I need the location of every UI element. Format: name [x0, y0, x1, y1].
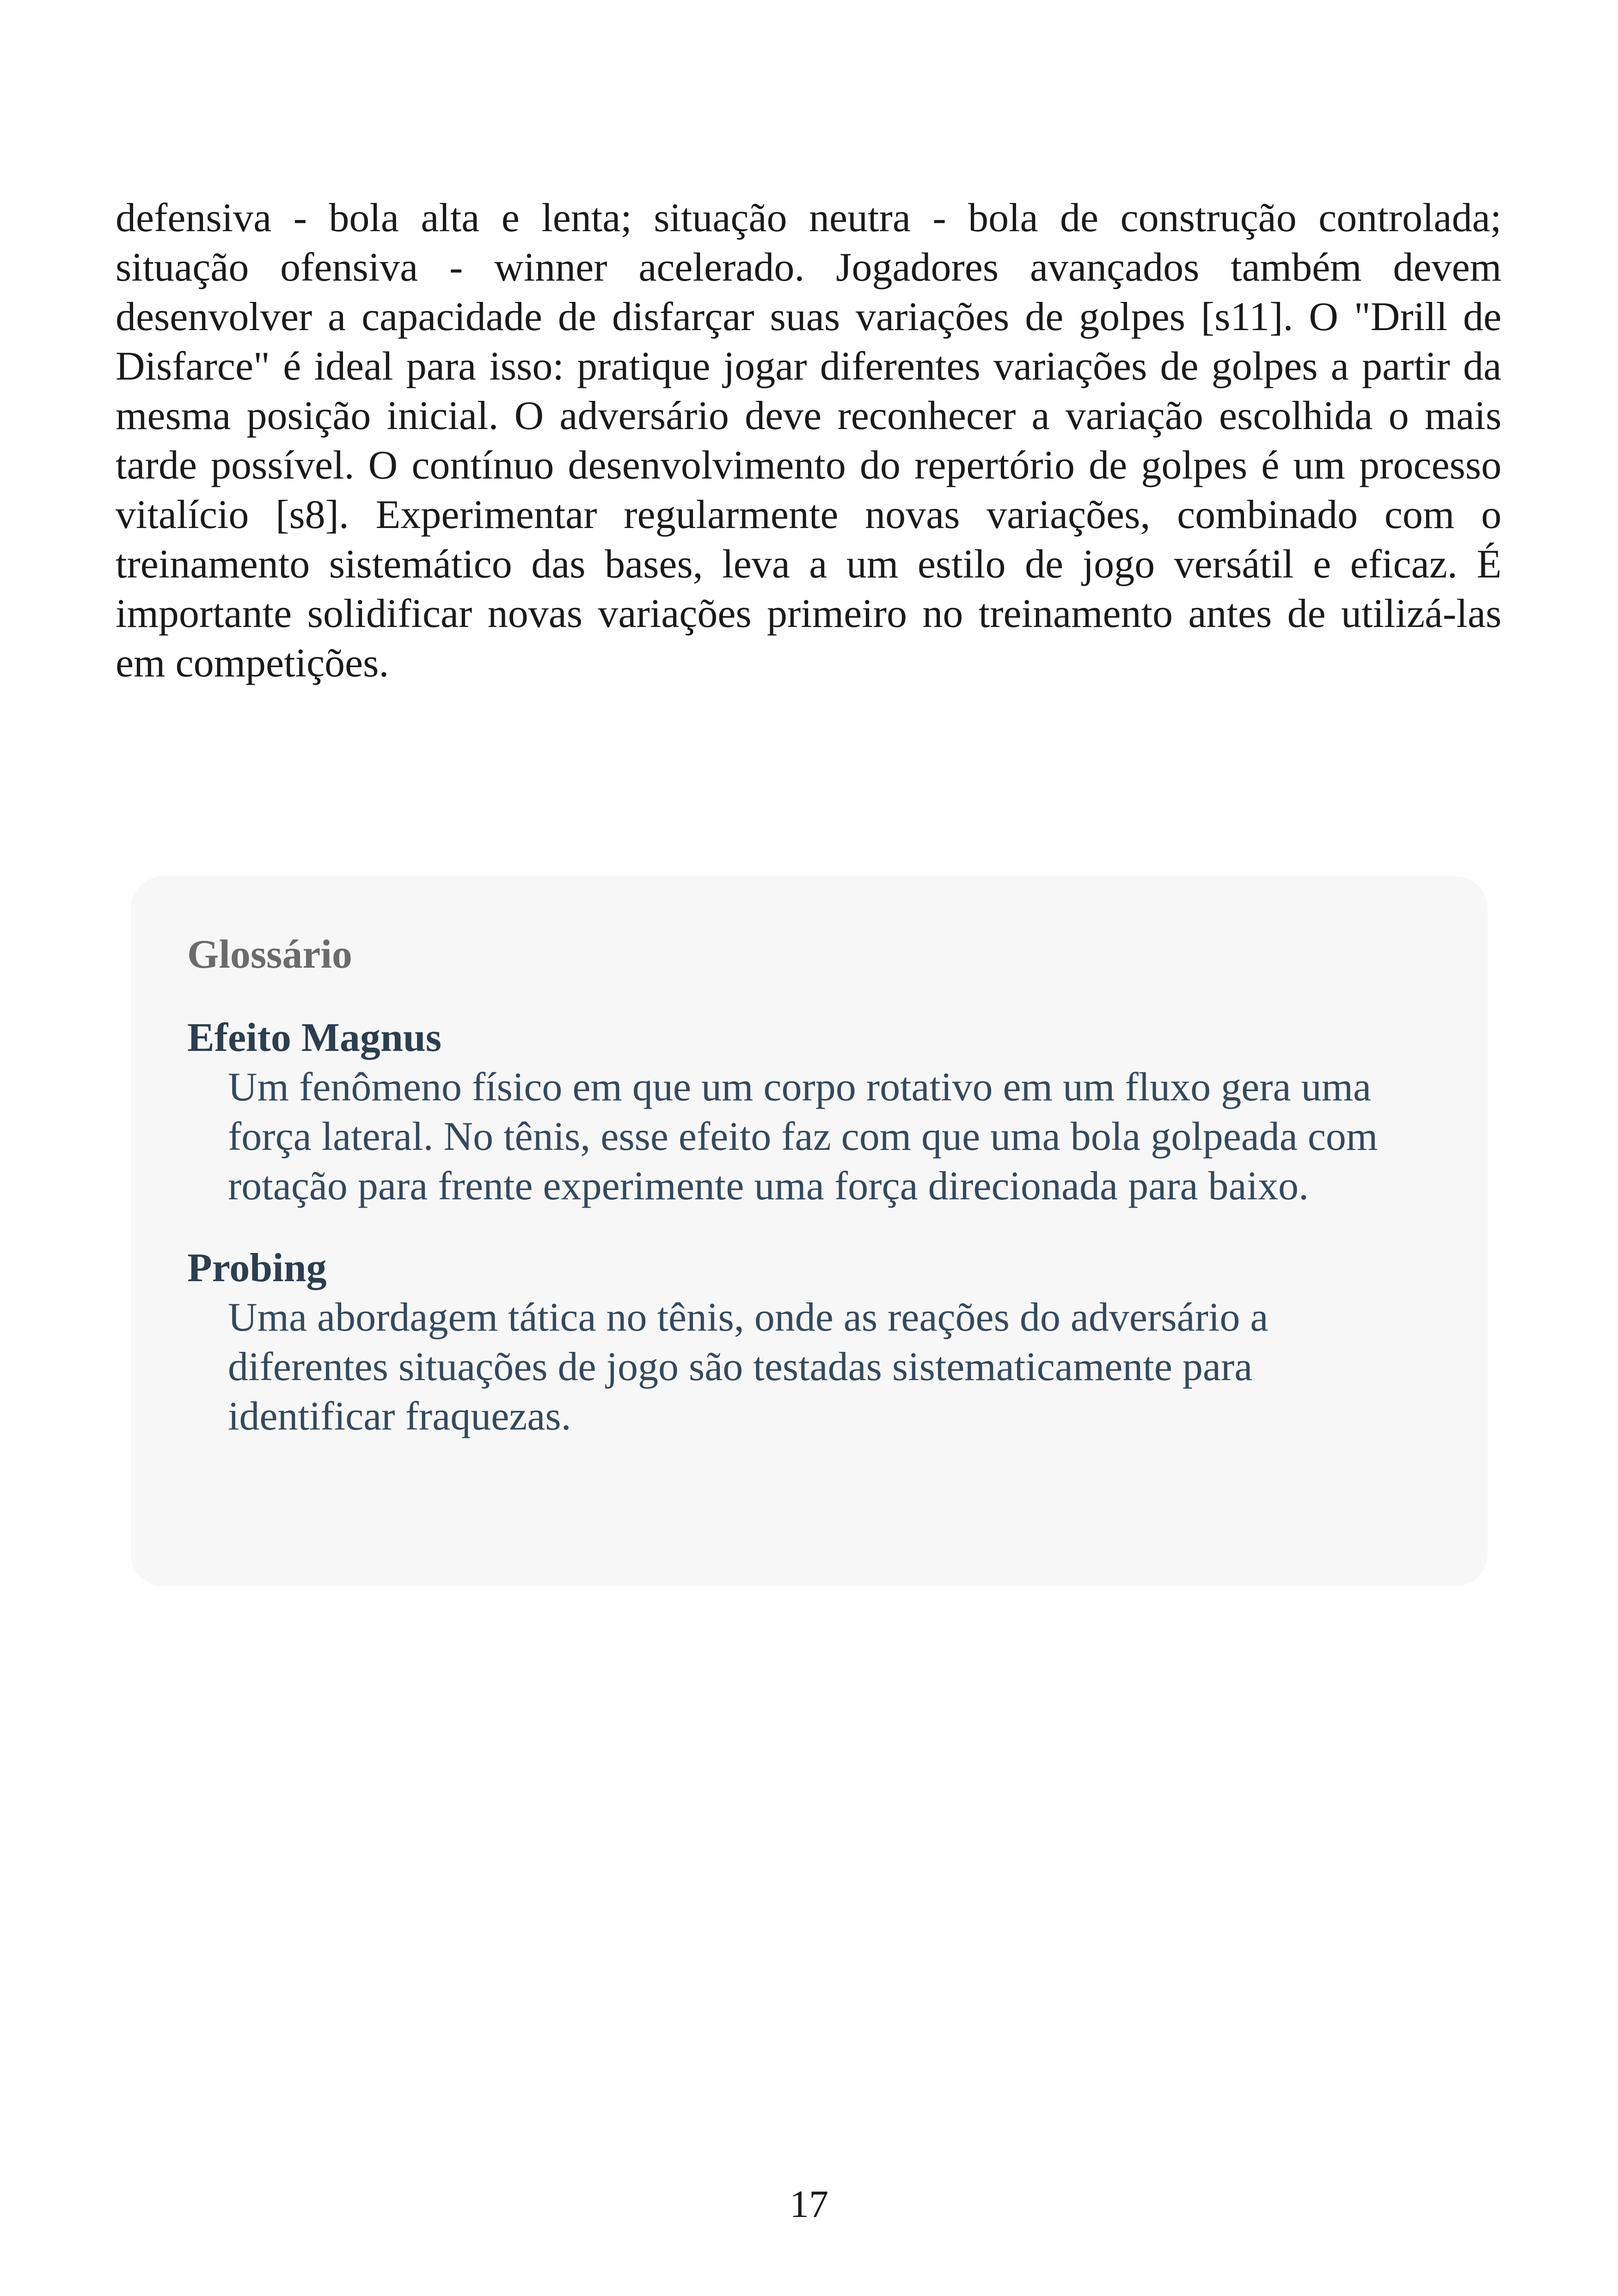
glossary-entry — [187, 1013, 1432, 1211]
glossary-entry — [187, 1243, 1432, 1441]
page-number: 17 — [790, 2183, 828, 2226]
glossary-title: Glossário — [187, 932, 352, 977]
body-paragraph: defensiva - bola alta e lenta; situação neutra - bola de construção controlada; situação ofensiva - winner acelerado. Jogadores avançados também devem desenvolver a capacidade de disfarçar suas variações de golpes [s11]. O "Drill de Disfarce" é ideal para isso: pratique jogar diferentes variações de golpes a partir da mesma posição inicial. O adversário deve reconhecer a variação escolhida o mais tarde possível. O contínuo desenvolvimento do repertório de golpes é um processo vitalício [s8]. Experimentar regularmente novas variações, combinado com o treinamento sistemático das bases, leva a um estilo de jogo versátil e eficaz. É importante solidificar novas variações primeiro no treinamento antes de utilizá-las em competições. — [116, 196, 1502, 686]
glossary-box — [131, 876, 1488, 1586]
glossary-definition: Uma abordagem tática no tênis, onde as reações do adversário a diferentes situações de jogo são testadas sistematicamente para identificar fraquezas. — [228, 1295, 1269, 1439]
glossary-term: Efeito Magnus — [187, 1015, 441, 1060]
glossary-definition: Um fenômeno físico em que um corpo rotativo em um fluxo gera uma força lateral. No tênis, esse efeito faz com que uma bola golpeada com rotação para frente experimente uma força direcionada para baixo. — [228, 1065, 1378, 1209]
glossary-term: Probing — [187, 1246, 327, 1290]
